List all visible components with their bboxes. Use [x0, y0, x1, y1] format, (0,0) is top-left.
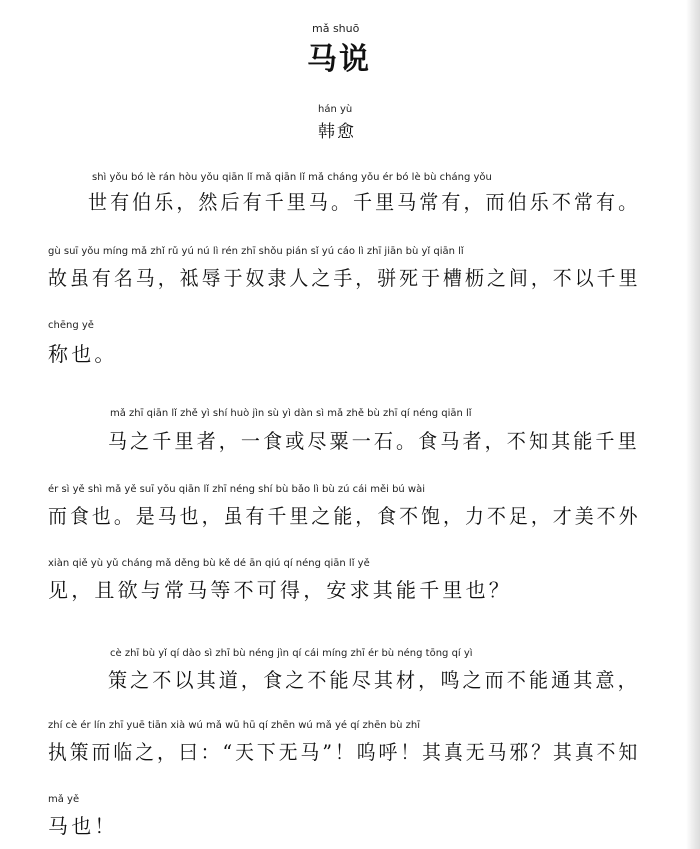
pinyin-line: mǎ yě [48, 794, 80, 805]
text-line: 马也！ [48, 814, 118, 838]
pinyin-line: gù suī yǒu míng mǎ zhǐ rǔ yú nú lì rén zhī shǒu pián sǐ yú cáo lì zhī jiān bù yǐ qiān lǐ [48, 246, 464, 257]
page-title: 马说 [307, 42, 371, 77]
pinyin-line: zhí cè ér lín zhī yuē tiān xià wú mǎ wū hū qí zhēn wú mǎ yé qí zhēn bù zhī [48, 720, 421, 731]
text-line: 称也。 [48, 342, 118, 366]
text-line: 故虽有名马，祗辱于奴隶人之手，骈死于槽枥之间，不以千里 [48, 266, 641, 290]
pinyin-line: cè zhī bù yǐ qí dào sì zhī bù néng jìn qí cái míng zhī ér bù néng tōng qí yì [110, 648, 473, 659]
pinyin-line: shì yǒu bó lè rán hòu yǒu qiān lǐ mǎ qiān lǐ mǎ cháng yǒu ér bó lè bù cháng yǒu [92, 172, 492, 183]
text-line: 执策而临之，曰：“天下无马”！呜呼！其真无马邪？其真不知 [48, 740, 641, 764]
page-edge-shadow [686, 0, 700, 849]
title-pinyin: mǎ shuō [312, 22, 360, 35]
text-line: 马之千里者，一食或尽粟一石。食马者，不知其能千里 [108, 429, 640, 453]
text-line: 而食也。是马也，虽有千里之能，食不饱，力不足，才美不外 [48, 504, 641, 528]
text-line: 世有伯乐，然后有千里马。千里马常有，而伯乐不常有。 [88, 190, 641, 214]
author-name: 韩愈 [318, 122, 356, 142]
author-pinyin: hán yù [318, 104, 353, 115]
text-line: 见，且欲与常马等不可得，安求其能千里也？ [48, 578, 512, 602]
pinyin-line: chēng yě [48, 320, 94, 331]
pinyin-line: ér sì yě shì mǎ yě suī yǒu qiān lǐ zhī néng shí bù bǎo lì bù zú cái měi bú wài [48, 484, 426, 495]
text-line: 策之不以其道，食之不能尽其材，鸣之而不能通其意， [108, 668, 640, 692]
pinyin-line: xiàn qiě yù yǔ cháng mǎ děng bù kě dé ān qiú qí néng qiān lǐ yě [48, 558, 370, 569]
pinyin-line: mǎ zhī qiān lǐ zhě yì shí huò jìn sù yì dàn sì mǎ zhě bù zhī qí néng qiān lǐ [110, 408, 472, 419]
